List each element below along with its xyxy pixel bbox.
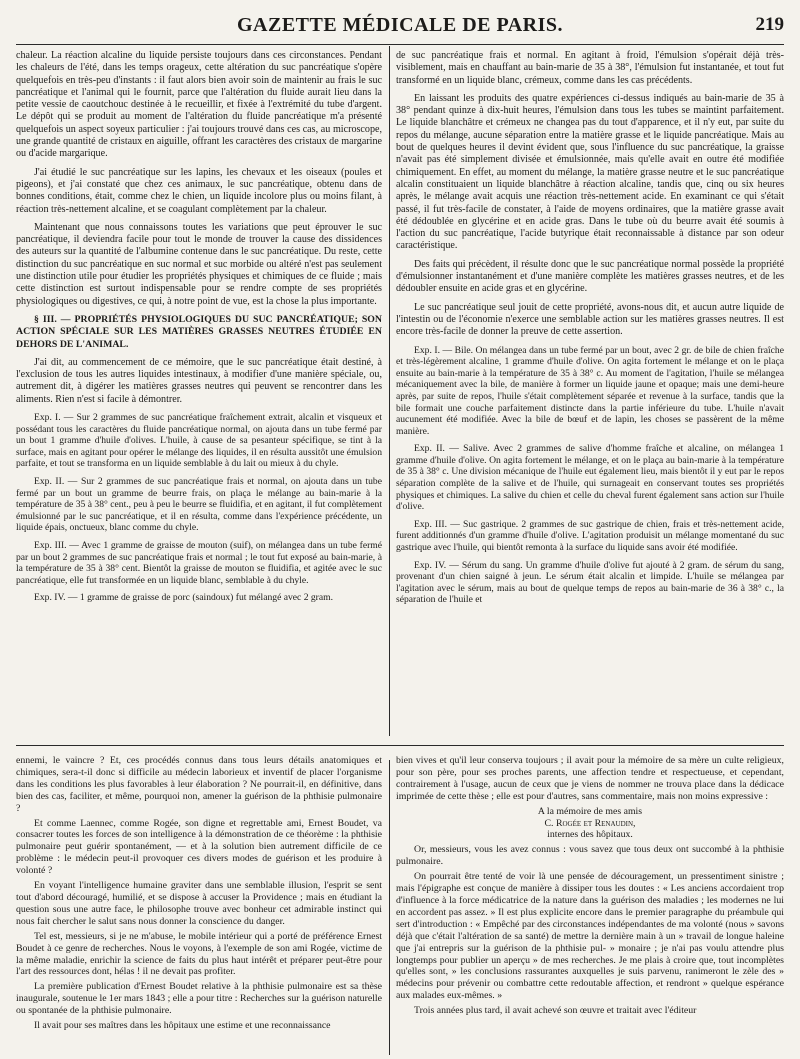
dedication-line: A la mémoire de mes amis <box>537 805 643 817</box>
column-divider-bottom <box>389 760 390 1055</box>
right-column-top <box>396 50 784 740</box>
paragraph: Des faits qui précèdent, il résulte donc que le suc pancréatique normal possède la propriété d'émulsionner instantanément et d'une manière complète les matières grasses neutres, et de les dédoubler ensuite en acide gras et en glycérine. <box>396 258 784 295</box>
paragraph: J'ai étudié le suc pancréatique sur les lapins, les chevaux et les oiseaux (poules et pigeons), et j'ai constaté que chez ces animaux, le suc pancréatique, obtenu dans de bonnes conditions, était, comme chez le chien, un liquide incolore plus ou moins filant, à réaction très-nettement alcaline, et se coagulant complètement par la chaleur. <box>16 166 382 215</box>
dedication-line: internes des hôpitaux. <box>547 829 633 841</box>
paragraph: ennemi, le vaincre ? Et, ces procédés connus dans tous leurs détails anatomiques et chimiques, sera-t-il donc si difficile au médecin laborieux et inventif de placer l'organisme dans les conditions les plus favorables à leur élaboration ? Ne pourrait-il, en définitive, dans bien des cas, faciliter, et même, pourquoi non, amener la guérison de la phthisie pulmonaire ? <box>16 755 382 814</box>
experiment-paragraph: Exp. II. — Sur 2 grammes de suc pancréatique frais et normal, on ajouta dans un tube fermé par un bout un gramme de beurre frais, on plaça le mélange au bain-marie à la température de 35 à 38° cent., peu à peu le beurre se fluidifia, et en agitant, il fut complètement émulsionné par le suc pancréatique, et il en résulta, comme dans l'expérience précédente, un liquide épais, onctueux, blanc comme du chyle. <box>16 475 382 534</box>
column-divider-top <box>389 46 390 736</box>
paragraph: J'ai dit, au commencement de ce mémoire, que le suc pancréatique était destiné, à l'exclusion de tous les autres liquides intestinaux, à modifier d'une manière spéciale, ou, autrement dit, à digérer les matières grasses neutres qui peuvent se rencontrer dans les aliments. Rien n'est si facile à démontrer. <box>16 356 382 405</box>
paragraph: Maintenant que nous connaissons toutes les variations que peut éprouver le suc pancréatique, il deviendra facile pour tout le monde de trouver la cause des dissidences des auteurs sur la quantité de l'albumine contenue dans le suc pancréatique. Du reste, cette distinction du suc pancréatique en suc normal et suc morbide ou altéré n'est pas seulement une distinction utile pour étudier les propriétés physiques et chimiques de ce fluide ; mais cette distinction est surtout indispensable pour se rendre compte de ses propriétés physiologiques ou digestives, ce qui, à notre point de vue, est la chose la plus importante. <box>16 221 382 307</box>
experiment-paragraph: Exp. IV. — Sérum du sang. Un gramme d'huile d'olive fut ajouté à 2 gram. de sérum du sang, provenant d'un chien saigné à jeun. Le sérum était alcalin et limpide. L'huile se mélangea par l'agitation avec le sérum, mais au bout de quelque temps de repos au bain-marie de 36 à 38° c., la séparation de l'huile et <box>396 559 784 606</box>
paragraph: Le suc pancréatique seul jouit de cette propriété, avons-nous dit, et aucun autre liquide de l'intestin ou de l'économie n'exerce une semblable action sur les matières grasses neutres. Il est encore très-facile de donner la preuve de cette assertion. <box>396 301 784 338</box>
paragraph: Il avait pour ses maîtres dans les hôpitaux une estime et une reconnaissance <box>34 1020 331 1032</box>
paragraph: En voyant l'intelligence humaine graviter dans une semblable illusion, l'esprit se sent tout d'abord découragé, humilié, et se dispose à accuser la Providence ; mais en étudiant la question sous une autre face, le philosophe trouve avec bonheur cet admirable instinct qui nous fait chercher le salut sans nous donner la conscience du danger. <box>16 880 382 927</box>
paragraph: Trois années plus tard, il avait achevé son œuvre et traitait avec l'éditeur <box>414 1005 697 1017</box>
experiment-paragraph: Exp. II. — Salive. Avec 2 grammes de salive d'homme fraîche et alcaline, on mélangea 1 gramme d'huile d'olive. On agita fortement le mélange, et on le plaça au bain-marie à la température de 35 à 38° c. Une division mécanique de l'huile eut également lieu, mais bientôt il y eut par le repos séparation complète de la salive et de l'huile, qui surnageait en conservant toutes ses propriétés physiques et chimiques. La salive du chien et celle du cheval furent également sans action sur l'huile d'olive. <box>396 443 784 513</box>
paragraph: On pourrait être tenté de voir là une pensée de découragement, un pressentiment sinistre ; mais l'épigraphe est conçue de manière à dissiper tous les doutes : « Les anciens accordaient trop d'influence à la force médicatrice de la nature dans la guérison des maladies ; les modernes ne lui en accordent pas assez. » Il est plus explicite encore dans le premier paragraphe du préambule qui sert d'introduction : « Empêché par des circonstances indépendantes de ma volonté (nous » savons déjà que c'était l'altération de sa santé) de mettre la dernière main à un » travail de longue haleine que j'ai entrepris sur la guérison de la phthisie pul- » monaire ; je n'ai pas voulu attendre plus longtemps pour publier un aperçu » de mes recherches. Je me plais à croire que, tout incomplètes qu'elles sont, » les conclusions rassurantes auxquelles je suis parvenu, ranimeront le zèle des » médecins pour prévenir ou combattre cette redoutable affection, et rendront » quelque espérance aux malades eux-mêmes. » <box>396 871 784 1002</box>
experiment-paragraph: Exp. III. — Suc gastrique. 2 grammes de suc gastrique de chien, frais et très-nettement acide, furent additionnés d'un gramme d'huile d'olive. L'agitation produisit un mélange momentané du suc gastrique avec l'huile, qui bientôt remonta à la surface du liquide sans avoir été modifiée. <box>396 518 784 554</box>
paragraph: La première publication d'Ernest Boudet relative à la phthisie pulmonaire est sa thèse inaugurale, soutenue le 1er mars 1843 ; elle a pour titre : Recherches sur la guérison naturelle ou spontanée de la phthisie pulmonaire. <box>16 981 382 1017</box>
experiment-paragraph: Exp. I. — Bile. On mélangea dans un tube fermé par un bout, avec 2 gr. de bile de chien fraîche et très-légèrement alcaline, 1 gramme d'huile d'olive. On agita fortement le mélange et on le plaça ensuite au bain-marie à la température de 35 à 38° c. Au moment de l'agitation, l'huile se mélangea mécaniquement avec la bile, de manière à former un liquide jaune et opaque; mais une demi-heure après, par suite de repos, l'huile s'était complètement séparée et revenue à la surface, tandis que la bile formait une couche parfaitement distincte dans la partie inférieure du tube. L'huile n'avait aucunement été modifiée. Avec la bile de bœuf et de lapin, les choses se passèrent de la même manière. <box>396 344 784 437</box>
paragraph: chaleur. La réaction alcaline du liquide persiste toujours dans ces circonstances. Pendant les chaleurs de l'été, dans les temps orageux, cette altération du suc pancréatique s'opère quelquefois en très-peu d'instants : il faut alors bien avoir soin de maintenir au frais le suc pancréatique et l'animal qui le fournit, parce que l'altération du fluide aurait lieu dans la petite vessie de caoutchouc destinée à le recueillir, et fixée à l'extrémité du tube d'argent. Le dépôt qui se produit au moment de l'altération du fluide pancréatique m'a présenté quelquefois un aspect soyeux particulier : j'ai toujours trouvé dans ces cas, au microscope, une grande quantité de cristaux en aiguille, offrant les caractères des cristaux de margarine ou d'acide margarique. <box>16 50 382 160</box>
paragraph: En laissant les produits des quatre expériences ci-dessus indiqués au bain-marie de 35 à 38° pendant quinze à dix-huit heures, l'émulsion dans tous les tubes se maintint parfaitement. Le liquide blanchâtre et crémeux ne changea pas du tout d'apparence, et il n'y eut, par suite du repos du mélange, aucune séparation entre la matière grasse et le liquide pancréatique. Mais au bout de quelques heures il devint évident que, sous l'influence du suc pancréatique, la graisse n'avait pas été simplement divisée et émulsionnée, mais qu'elle avait en outre été modifiée chimiquement. En effet, au moment du mélange, la matière grasse neutre et le suc pancréatique alcalin constituaient un liquide blanchâtre à réaction alcaline, tandis que, cinq ou six heures après, le mélange avait acquis une réaction très-nettement acide. En examinant ce qui s'était passé, il fut très-facile de constater, à l'aide de moyens ordinaires, que la matière grasse avait été dédoublée en glycérine et en acide gras. Dans le tube où du beurre avait été soumis à l'action du suc pancréatique, l'acide butyrique était reconnaissable à distance par son odeur caractéristique. <box>396 92 784 252</box>
experiment-paragraph: Exp. III. — Avec 1 gramme de graisse de mouton (suif), on mélangea dans un tube fermé par un bout 2 grammes de suc pancréatique frais et normal ; le tout fut exposé au bain-marie, à la température de 35 à 38° cent. Bientôt la graisse de mouton se fluidifia, et agitée avec le suc pancréatique, elle fut transformée en un liquide blanc, semblable à du chyle. <box>16 539 382 586</box>
paragraph: Or, messieurs, vous les avez connus : vous savez que tous deux ont succombé à la phthisie pulmonaire. <box>396 844 784 868</box>
experiment-paragraph: Exp. I. — Sur 2 grammes de suc pancréatique fraîchement extrait, alcalin et visqueux et possédant tous les caractères du fluide pancréatique normal, on ajouta dans un tube fermé par un bout 1 gramme d'huile d'olives. L'huile, à cause de sa pesanteur spécifique, se tint à la surface, mais en agitant pour opérer le mélange des liquides, il en résulta aussitôt une émulsion parfaite, et tout se transforma en un liquide semblable à du lait ou mieux à du chyle. <box>16 412 382 470</box>
section-heading: § III. — PROPRIÉTÉS PHYSIOLOGIQUES DU SUC PANCRÉATIQUE; SON ACTION SPÉCIALE SUR LES MATIÈRES GRASSES NEUTRES ÉTUDIÉE EN DEHORS DE L'ANIMAL. <box>16 313 382 350</box>
paragraph: de suc pancréatique frais et normal. En agitant à froid, l'émulsion s'opérait déjà très-visiblement, mais en chauffant au bain-marie de 35 à 38°, l'émulsion fut instantanée, et tout fut transformé en un liquide blanc, crémeux, comme dans les cas précédents. <box>396 50 784 86</box>
left-column-top <box>16 50 382 740</box>
paragraph: Tel est, messieurs, si je ne m'abuse, le mobile intérieur qui a porté de préférence Ernest Boudet à ce genre de recherches. Nous le voyons, à l'exemple de son ami Rogée, victime de la même maladie, enrichir la science de faits du plus haut intérêt et préparer peut-être pour l'art des ressources dont, hélas ! il ne devait pas profiter. <box>16 930 382 978</box>
dedication-line: C. Rogée et Renaudin, <box>544 817 636 829</box>
page-header <box>16 8 784 44</box>
page-number: 219 <box>755 14 784 35</box>
paragraph: Et comme Laennec, comme Rogée, son digne et regrettable ami, Ernest Boudet, va consacrer toutes les forces de son intelligence à la démonstration de ce théorème : la phthisie pulmonaire peut guérir spontanément, — et à la solution bien autrement difficile de ce problème : le médecin peut-il provoquer ces divers modes de guérison et les produire à volonté ? <box>16 817 382 877</box>
feuilleton-right-column <box>396 755 784 1055</box>
journal-title: GAZETTE MÉDICALE DE PARIS. <box>236 14 564 36</box>
experiment-paragraph: Exp. IV. — 1 gramme de graisse de porc (saindoux) fut mélangé avec 2 gram. <box>34 592 333 604</box>
header-rule <box>16 44 784 45</box>
feuilleton-divider <box>16 745 784 746</box>
paragraph: bien vives et qu'il leur conserva toujours ; il avait pour la mémoire de sa mère un culte religieux, pour son père, pour ses proches parents, une affection tendre et respectueuse, et cependant, contrairement à l'usage, aucun de ceux que je viens de nommer ne trouva place dans la dédicace imprimée de cette thèse ; elle est pour d'autres, sans commentaire, mais non moins expressive : <box>396 755 784 802</box>
feuilleton-left-column <box>16 755 382 1055</box>
